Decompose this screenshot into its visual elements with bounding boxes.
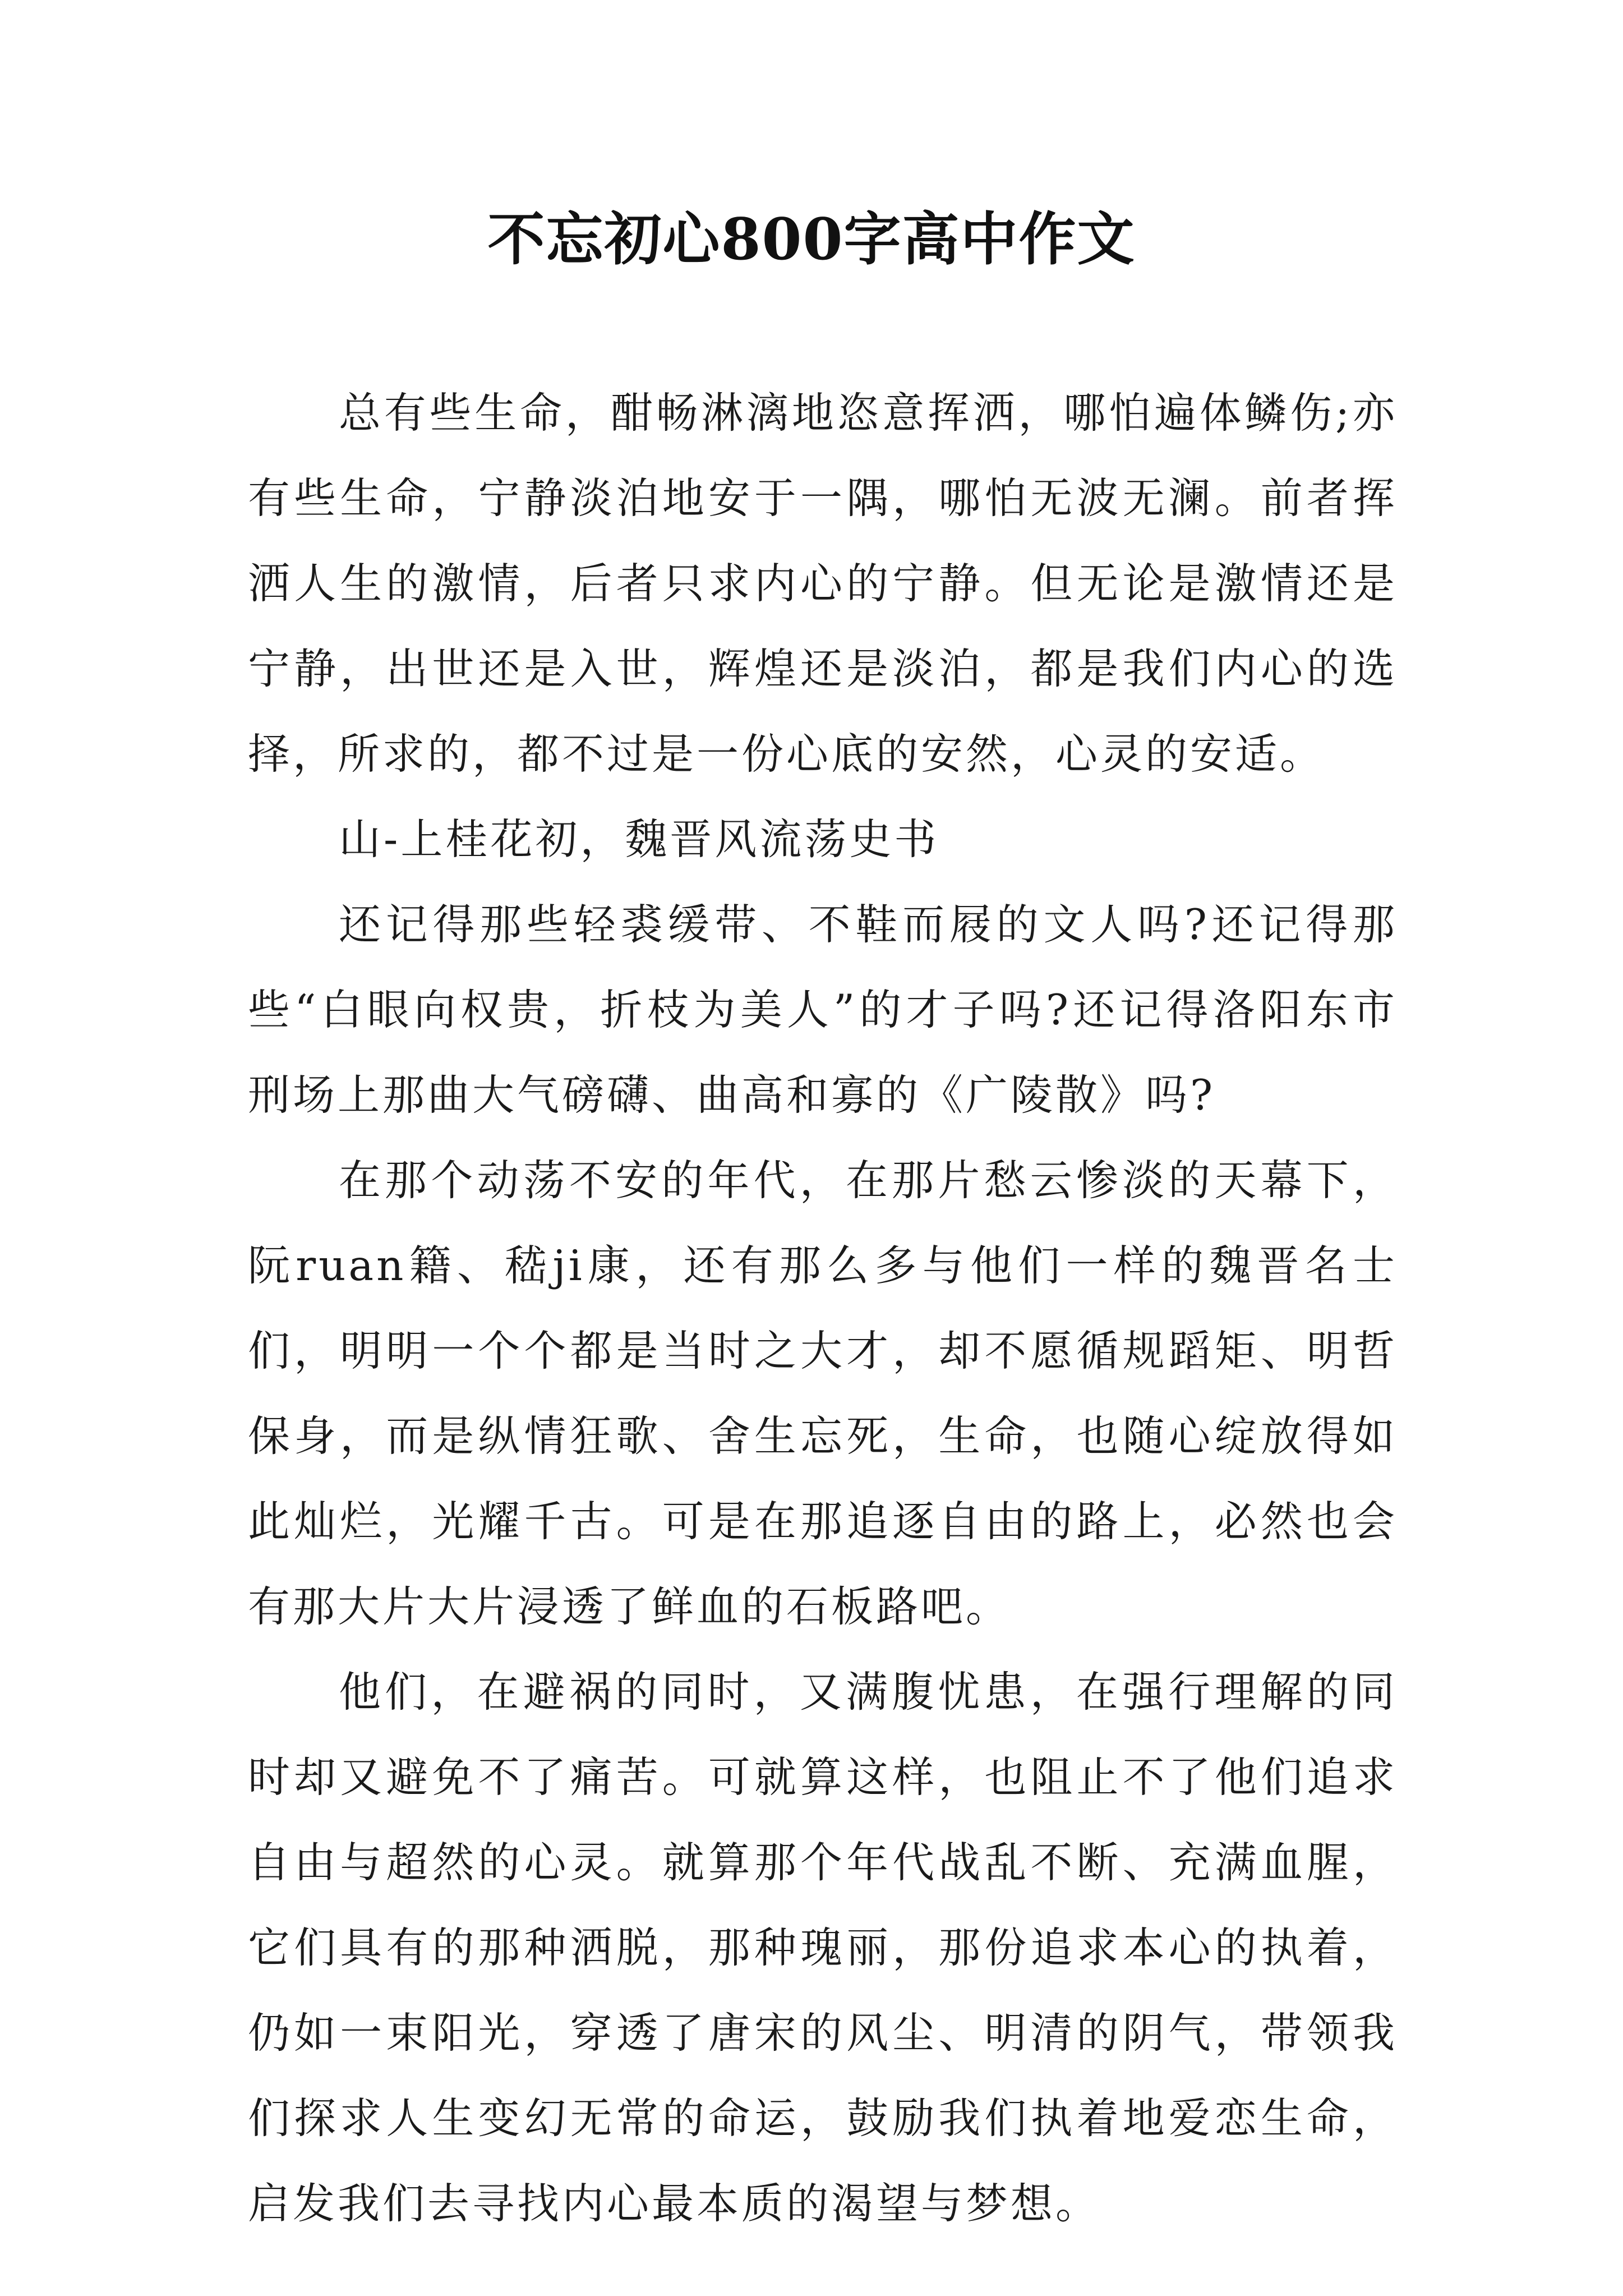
paragraph-5: 他们，在避祸的同时，又满腹忧患，在强行理解的同时却又避免不了痛苦。可就算这样，也阻止不了他们追求自由与超然的心灵。就算那个年代战乱不断、充满血腥，它们具有的那种洒脱，那种瑰丽，那份追求本心的执着，仍如一束阳光，穿透了唐宋的风尘、明清的阴气，带领我们探求人生变幻无常的命运，鼓励我们执着地爱恋生命，启发我们去寻找内心最本质的渴望与梦想。 xyxy=(248,1667,1398,2228)
page-title: 不忘初心800字高中作文 xyxy=(487,206,1136,273)
paragraph-2-subheading: 山-上桂花初，魏晋风流荡史书 xyxy=(339,815,939,864)
essay-body xyxy=(248,370,1398,2246)
paragraph-4: 在那个动荡不安的年代，在那片愁云惨淡的天幕下，阮ruan籍、嵇ji康，还有那么多与他们一样的魏晋名士们，明明一个个都是当时之大才，却不愿循规蹈矩、明哲保身，而是纵情狂歌、舍生忘死，生命，也随心绽放得如此灿烂，光耀千古。可是在那追逐自由的路上，必然也会有那大片大片浸透了鲜血的石板路吧。 xyxy=(248,1156,1398,1631)
paragraph-3: 还记得那些轻裘缓带、不鞋而屐的文人吗?还记得那些“白眼向权贵，折枝为美人”的才子吗?还记得洛阳东市刑场上那曲大气磅礴、曲高和寡的《广陵散》吗? xyxy=(248,900,1398,1120)
paragraph-1: 总有些生命，酣畅淋漓地恣意挥洒，哪怕遍体鳞伤;亦有些生命，宁静淡泊地安于一隅，哪怕无波无澜。前者挥洒人生的激情，后者只求内心的宁静。但无论是激情还是宁静，出世还是入世，辉煌还是淡泊，都是我们内心的选择，所求的，都不过是一份心底的安然，心灵的安适。 xyxy=(248,388,1398,779)
